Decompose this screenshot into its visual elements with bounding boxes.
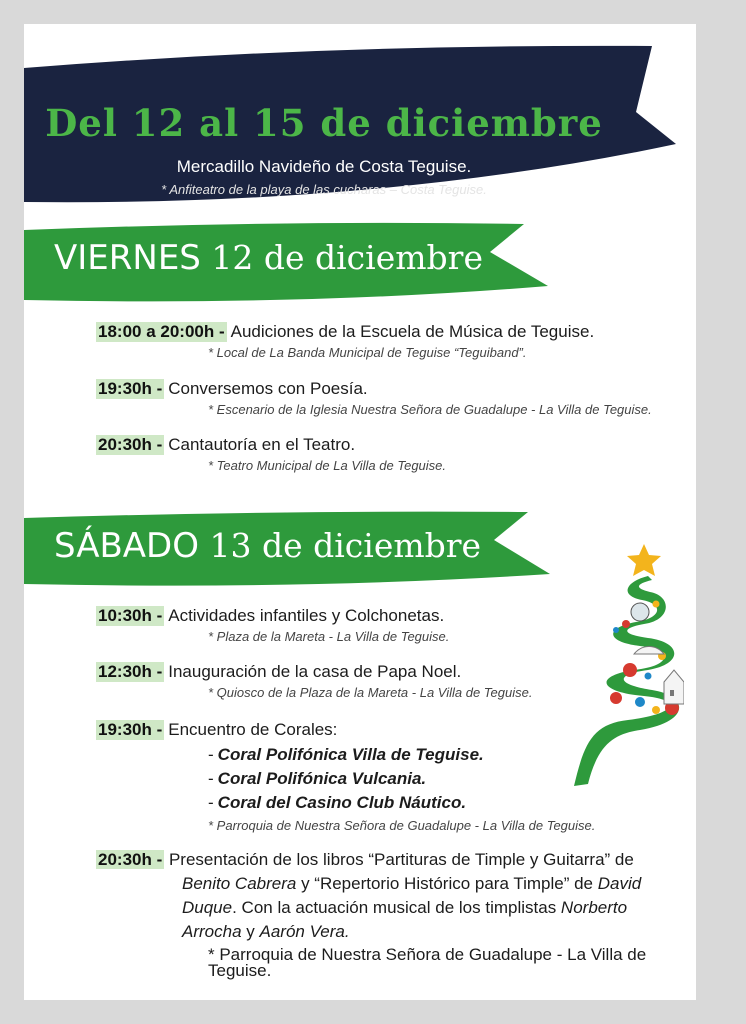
saturday-title: [54, 526, 481, 566]
event-location: * Teatro Municipal de La Villa de Teguise.: [208, 458, 447, 473]
event-title: Inauguración de la casa de Papa Noel.: [168, 662, 462, 681]
presentation-event: 20:30h - Presentación de los libros “Partituras de Timple y Guitarra” de Benito Cabrera y “Repertorio Histórico para Timple” de David Duque. Con la actuación musical de los timplistas Norberto Arrocha y Aarón Vera. * Parroquia de Nuestra Señora de Guadalupe - La Villa de Teguise.: [96, 848, 686, 979]
choir-item: - Coral Polifónica Vulcania.: [208, 769, 427, 788]
event-location: * Plaza de la Mareta - La Villa de Teguise.: [208, 629, 450, 644]
event-title: Audiciones de la Escuela de Música de Teguise.: [230, 322, 595, 341]
event-location: * Parroquia de Nuestra Señora de Guadalupe - La Villa de Teguise.: [208, 945, 647, 980]
event-time: 10:30h -: [98, 606, 163, 625]
event-time: 19:30h -: [98, 379, 163, 398]
list-item: [96, 435, 676, 473]
saturday-title-rest: 13 de diciembre: [199, 526, 482, 565]
friday-title: [54, 238, 483, 278]
choir-item: - Coral Polifónica Villa de Teguise.: [208, 745, 484, 764]
event-location: * Escenario de la Iglesia Nuestra Señora de Guadalupe - La Villa de Teguise.: [208, 402, 652, 417]
event-location: * Parroquia de Nuestra Señora de Guadalupe - La Villa de Teguise.: [208, 818, 596, 833]
event-location: * Local de La Banda Municipal de Teguise “Teguiband”.: [208, 345, 527, 360]
event-time: 12:30h -: [98, 662, 163, 681]
event-time: 20:30h -: [98, 435, 163, 454]
friday-title-rest: 12 de diciembre: [200, 238, 483, 277]
event-title: Cantautoría en el Teatro.: [168, 435, 356, 454]
list-item: [96, 379, 676, 417]
saturday-title-big: SÁBADO: [54, 526, 199, 566]
choir-item: - Coral del Casino Club Náutico.: [208, 793, 467, 812]
header-subtitle: Mercadillo Navideño de Costa Teguise.: [176, 157, 472, 176]
event-title: Encuentro de Corales:: [168, 720, 338, 739]
poster-page: [24, 24, 696, 1000]
event-location: * Quiosco de la Plaza de la Mareta - La Villa de Teguise.: [208, 685, 533, 700]
event-time: 18:00 a 20:00h -: [98, 322, 225, 341]
event-title: Conversemos con Poesía.: [168, 379, 368, 398]
event-time: 19:30h -: [98, 720, 163, 739]
christmas-tree-icon: [544, 524, 684, 794]
friday-title-big: VIERNES: [54, 238, 201, 278]
list-item: [96, 322, 676, 360]
header-location: * Anfiteatro de la playa de las cucharas – Costa Teguise.: [161, 182, 487, 197]
event-time: 20:30h -: [98, 850, 163, 869]
event-title: Actividades infantiles y Colchonetas.: [168, 606, 445, 625]
header-title: Del 12 al 15 de diciembre: [45, 101, 603, 145]
